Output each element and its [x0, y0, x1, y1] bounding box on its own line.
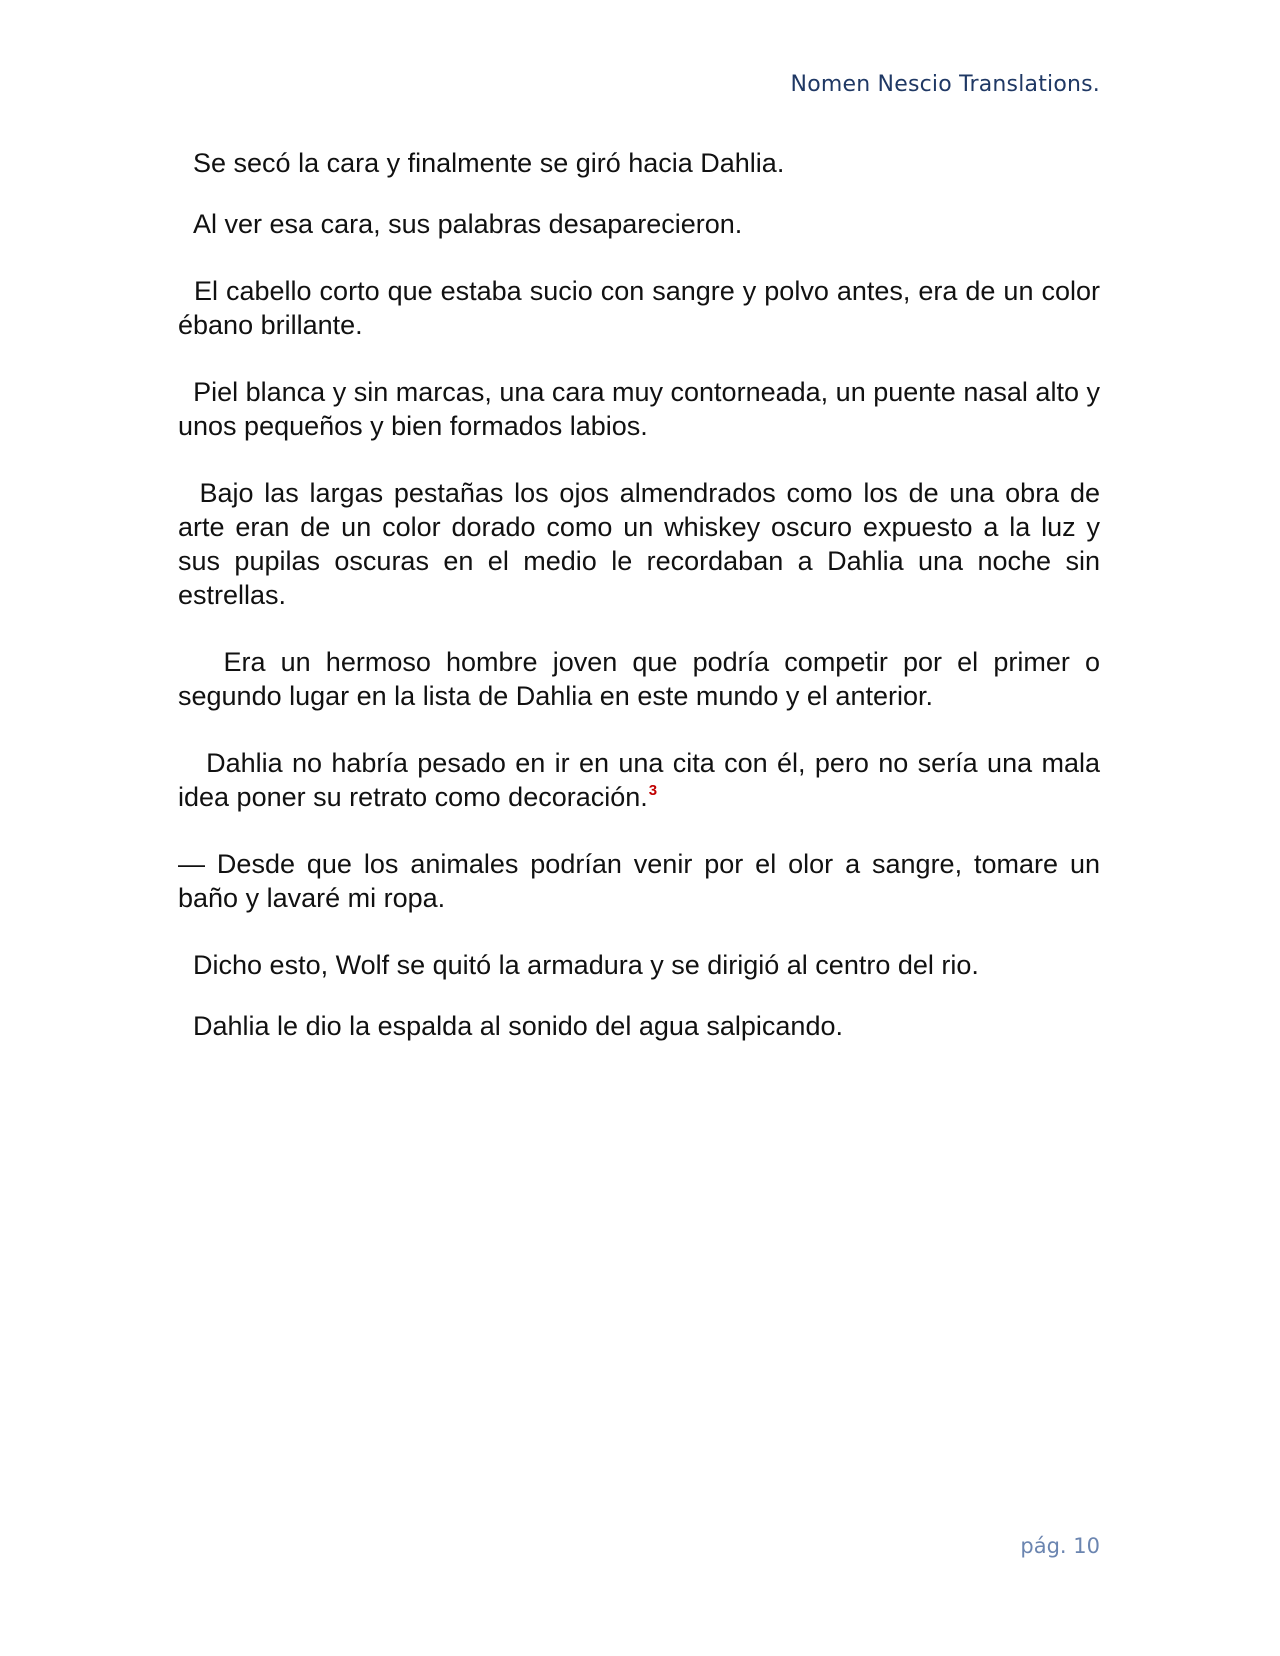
paragraph — [178, 476, 1108, 612]
page-number: pág. 10 — [1020, 1534, 1100, 1558]
paragraph — [178, 207, 1100, 241]
paragraph — [178, 1009, 1100, 1043]
paragraph — [178, 746, 1108, 814]
paragraph-text: — Desde que los animales podrían venir por el olor a sangre, tomare un baño y lavaré mi ropa. — [178, 849, 1108, 913]
header-title: Nomen Nescio Translations. — [790, 72, 1100, 97]
paragraph-text: Era un hermoso hombre joven que podría competir por el primer o segundo lugar en la lista de Dahlia en este mundo y el anterior. — [178, 647, 1108, 711]
footnote-reference[interactable]: 3 — [648, 782, 658, 799]
paragraph — [178, 375, 1108, 443]
paragraph — [178, 274, 1108, 342]
paragraph-text: Dahlia no habría pesado en ir en una cita con él, pero no sería una mala idea poner su retrato como decoración. — [178, 748, 1108, 812]
paragraph-text: Piel blanca y sin marcas, una cara muy contorneada, un puente nasal alto y unos pequeños y bien formados labios. — [178, 377, 1108, 441]
paragraph-text: Bajo las largas pestañas los ojos almendrados como los de una obra de arte eran de un color dorado como un whiskey oscuro expuesto a la luz y sus pupilas oscuras en el medio le recordaban a Dahlia una noche sin estrellas. — [178, 478, 1108, 610]
paragraph-text: Al ver esa cara, sus palabras desaparecieron. — [178, 209, 743, 239]
paragraph-text: El cabello corto que estaba sucio con sangre y polvo antes, era de un color ébano brillante. — [178, 276, 1108, 340]
paragraph — [178, 146, 1100, 180]
paragraph-text: Se secó la cara y finalmente se giró hacia Dahlia. — [178, 148, 785, 178]
paragraph — [178, 847, 1108, 915]
paragraph-text: Dahlia le dio la espalda al sonido del agua salpicando. — [178, 1011, 843, 1041]
paragraph — [178, 948, 1100, 982]
paragraph — [178, 645, 1108, 713]
body-text — [178, 146, 1108, 1043]
paragraph-text: Dicho esto, Wolf se quitó la armadura y se dirigió al centro del rio. — [178, 950, 979, 980]
